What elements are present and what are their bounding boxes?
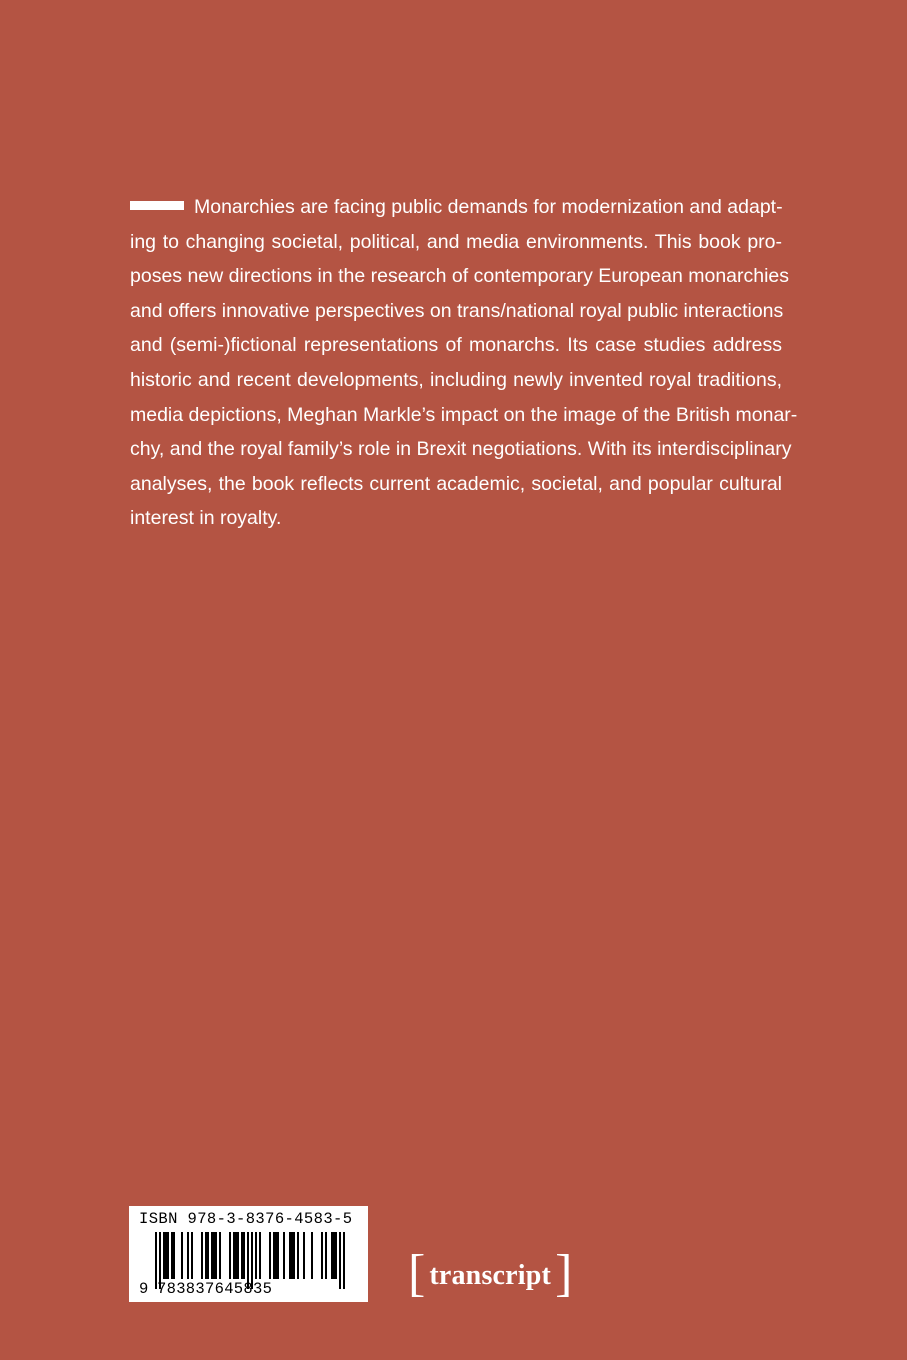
ean-first-digit: 9 bbox=[139, 1280, 149, 1298]
barcode-bar bbox=[321, 1232, 323, 1279]
logo-open-bracket: [ bbox=[408, 1245, 426, 1302]
barcode-bar bbox=[235, 1232, 237, 1279]
publisher-logo bbox=[408, 1245, 573, 1304]
barcode-bar bbox=[181, 1232, 183, 1279]
barcode-bar bbox=[233, 1232, 235, 1279]
logo-close-bracket: ] bbox=[555, 1245, 573, 1302]
barcode-bar bbox=[243, 1232, 245, 1279]
lead-bar-mark bbox=[130, 201, 184, 210]
barcode-bar bbox=[163, 1232, 165, 1279]
barcode-bar bbox=[215, 1232, 217, 1279]
blurb-line: analyses, the book reflects current academic, societal, and popular cultural bbox=[130, 472, 782, 495]
blurb-line: ing to changing societal, political, and media environments. This book pro- bbox=[130, 230, 782, 253]
blurb-line: chy, and the royal family’s role in Brexit negotiations. With its interdisciplinary bbox=[130, 438, 792, 461]
barcode-bar bbox=[237, 1232, 239, 1279]
barcode-bar bbox=[325, 1232, 327, 1279]
barcode-bar bbox=[303, 1232, 305, 1279]
barcode-bar bbox=[167, 1232, 169, 1279]
barcode-bar bbox=[255, 1232, 257, 1279]
barcode-bar bbox=[219, 1232, 221, 1279]
barcode-bar bbox=[207, 1232, 209, 1279]
blurb-line: and offers innovative perspectives on trans/national royal public interactions bbox=[130, 299, 784, 322]
barcode-bar bbox=[173, 1232, 175, 1279]
barcode-bar bbox=[289, 1232, 291, 1279]
barcode-bar bbox=[187, 1232, 189, 1279]
barcode-bar bbox=[311, 1232, 313, 1279]
blurb-line: and (semi-)fictional representations of monarchs. Its case studies address bbox=[130, 334, 782, 357]
back-cover-blurb bbox=[130, 190, 798, 536]
barcode-bar bbox=[241, 1232, 243, 1279]
barcode-bar bbox=[273, 1232, 275, 1279]
barcode-bar bbox=[275, 1232, 277, 1279]
barcode-bar bbox=[259, 1232, 261, 1279]
barcode-bar bbox=[333, 1232, 335, 1279]
barcode-bar bbox=[211, 1232, 213, 1279]
barcode-bar bbox=[201, 1232, 203, 1279]
barcode-bar bbox=[291, 1232, 293, 1279]
publisher-name: transcript bbox=[429, 1260, 552, 1291]
barcode-bar bbox=[191, 1232, 193, 1279]
barcode-bar bbox=[335, 1232, 337, 1279]
barcode-bar bbox=[343, 1232, 345, 1289]
blurb-line: Monarchies are facing public demands for modernization and adapt- bbox=[130, 190, 782, 225]
barcode-bar bbox=[269, 1232, 271, 1279]
barcode-bar bbox=[331, 1232, 333, 1279]
barcode-bar bbox=[229, 1232, 231, 1279]
isbn-barcode bbox=[129, 1206, 368, 1302]
isbn-label: ISBN 978-3-8376-4583-5 bbox=[139, 1210, 353, 1228]
barcode-bar bbox=[165, 1232, 167, 1279]
barcode-bar bbox=[293, 1232, 295, 1279]
blurb-line: historic and recent developments, including newly invented royal traditions, bbox=[130, 368, 782, 391]
barcode-bar bbox=[213, 1232, 215, 1279]
barcode-bar bbox=[339, 1232, 341, 1289]
barcode-bar bbox=[277, 1232, 279, 1279]
blurb-line: poses new directions in the research of contemporary European monarchies bbox=[130, 265, 790, 288]
ean-digits: 783837645835 bbox=[157, 1280, 273, 1298]
blurb-line: media depictions, Meghan Markle’s impact on the image of the British monar- bbox=[130, 403, 798, 426]
blurb-line: interest in royalty. bbox=[130, 507, 282, 530]
barcode-bar bbox=[171, 1232, 173, 1279]
barcode-bar bbox=[297, 1232, 299, 1279]
barcode-bar bbox=[283, 1232, 285, 1279]
barcode-bar bbox=[205, 1232, 207, 1279]
